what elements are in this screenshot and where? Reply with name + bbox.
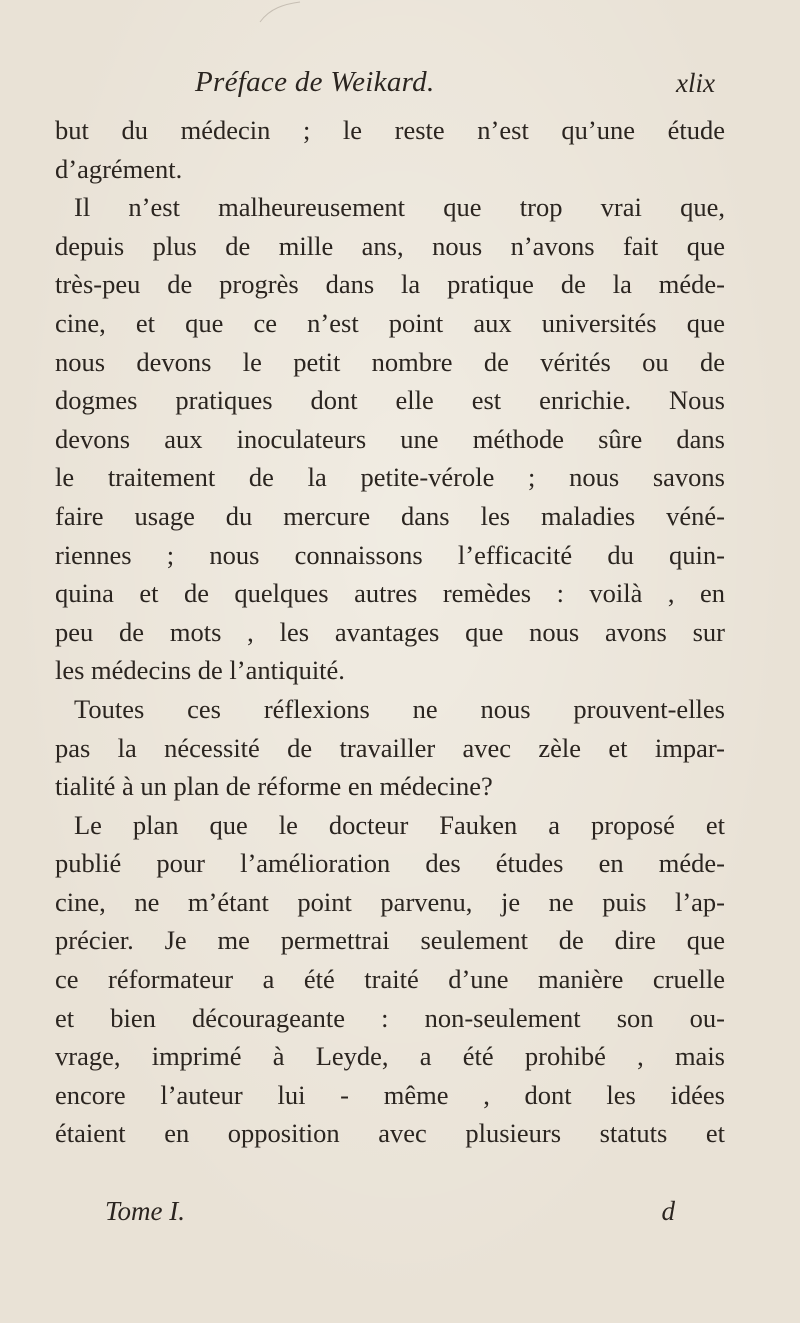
text-line: cine, et que ce n’est point aux universités que	[55, 307, 725, 338]
text-line: depuis plus de mille ans, nous n’avons fait que	[55, 230, 725, 261]
text-line: encore l’auteur lui - même , dont les idées	[55, 1079, 725, 1110]
running-title: Préface de Weikard.	[195, 66, 435, 98]
text-line: dogmes pratiques dont elle est enrichie. Nous	[55, 385, 725, 416]
text-line: but du médecin ; le reste n’est qu’une étude	[55, 115, 725, 145]
paragraph-4	[55, 806, 725, 845]
paragraph-2-continued	[55, 227, 725, 690]
text-line: devons aux inoculateurs une méthode sûre dans	[55, 423, 725, 454]
text-line: publié pour l’amélioration des études en méde-	[55, 848, 725, 879]
text-line: précier. Je me permettrai seulement de dire que	[55, 925, 725, 956]
text-line: Le plan que le docteur Fauken a proposé et	[74, 809, 725, 840]
text-line: Il n’est malheureusement que trop vrai que,	[74, 192, 725, 223]
paragraph-4-continued	[55, 844, 725, 1153]
text-line: très-peu de progrès dans la pratique de la méde-	[55, 269, 725, 300]
paragraph-3	[55, 690, 725, 729]
page-footer	[75, 1196, 675, 1236]
volume-signature: Tome I.	[105, 1196, 186, 1226]
text-line: nous devons le petit nombre de vérités ou de	[55, 346, 725, 377]
paragraph-2	[55, 188, 725, 227]
text-line: et bien décourageante : non-seulement son ou-	[55, 1002, 725, 1033]
paragraph-3-continued	[55, 729, 725, 806]
text-line: riennes ; nous connaissons l’efficacité du quin-	[55, 539, 725, 570]
text-line: Toutes ces réflexions ne nous prouvent-elles	[74, 693, 725, 724]
text-line: d’agrément.	[55, 153, 183, 184]
text-line: peu de mots , les avantages que nous avons sur	[55, 616, 725, 647]
text-line: faire usage du mercure dans les maladies véné-	[55, 500, 725, 531]
gathering-signature: d	[661, 1196, 675, 1226]
text-line: les médecins de l’antiquité.	[55, 655, 345, 686]
body-text	[55, 111, 725, 1153]
text-line: vrage, imprimé à Leyde, a été prohibé , mais	[55, 1041, 725, 1072]
text-line: pas la nécessité de travailler avec zèle et impar-	[55, 732, 725, 763]
ink-smudge-mark	[255, 0, 305, 28]
text-line: tialité à un plan de réforme en médecine?	[55, 771, 493, 802]
text-line: ce réformateur a été traité d’une manière cruelle	[55, 964, 725, 995]
text-line: le traitement de la petite-vérole ; nous savons	[55, 462, 725, 493]
text-line: cine, ne m’étant point parvenu, je ne puis l’ap-	[55, 886, 725, 917]
text-line: quina et de quelques autres remèdes : voilà , en	[55, 578, 725, 609]
paragraph-1	[55, 111, 725, 188]
page-number: xlix	[676, 68, 715, 98]
page-header	[195, 62, 715, 106]
text-line: étaient en opposition avec plusieurs statuts et	[55, 1118, 725, 1149]
